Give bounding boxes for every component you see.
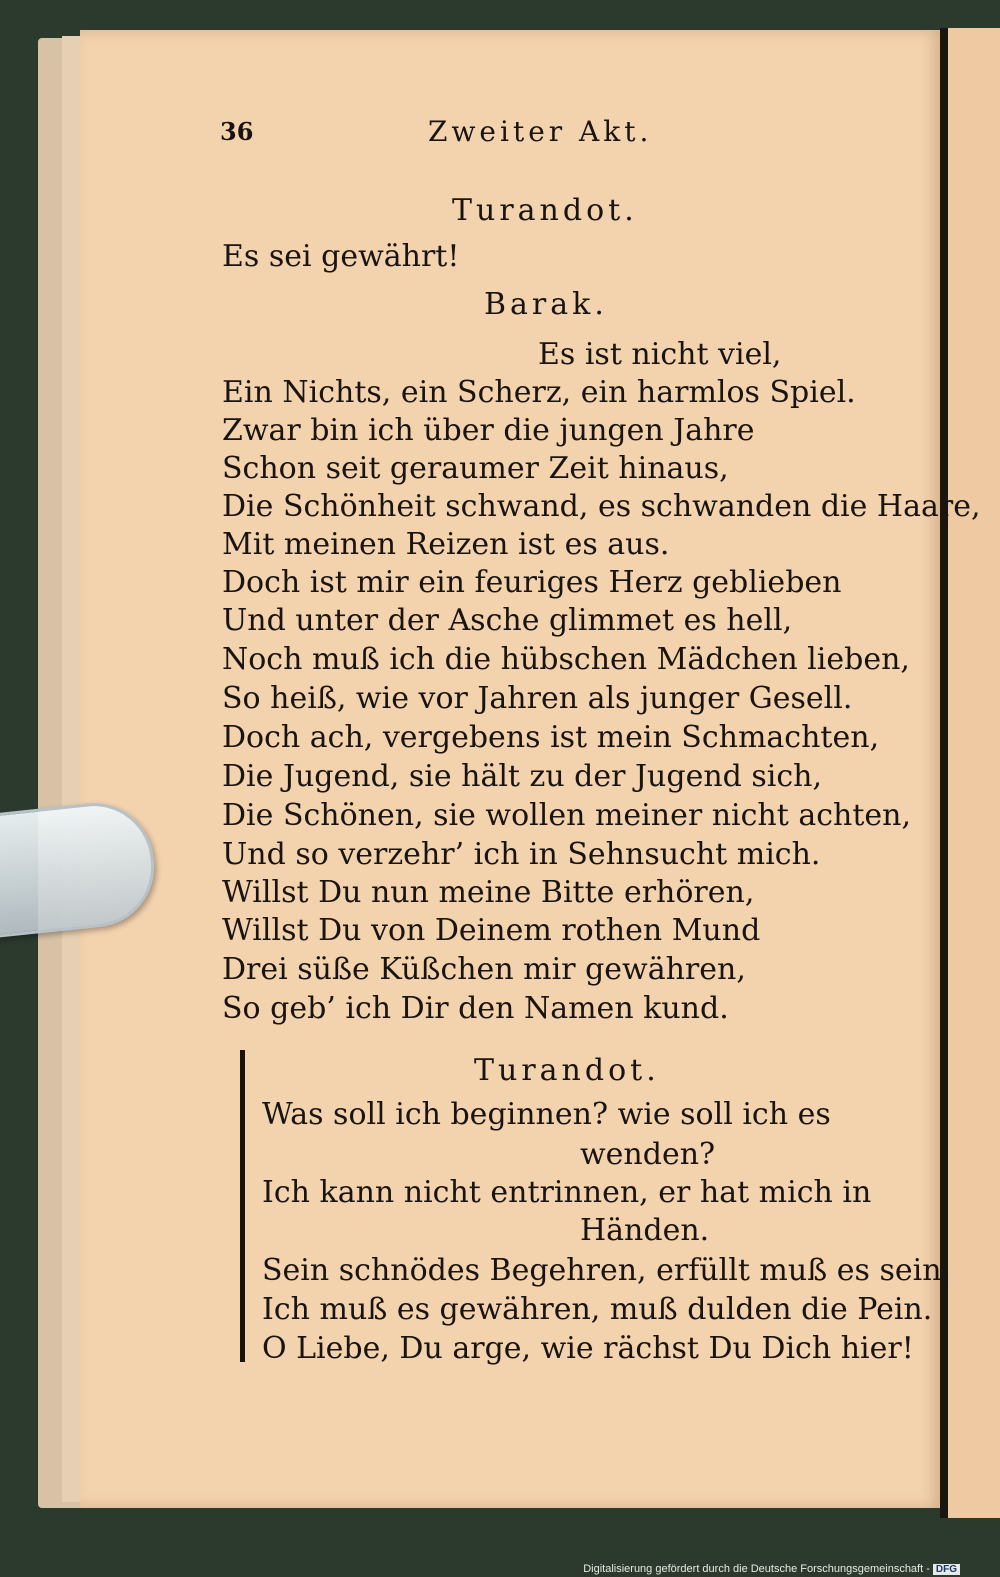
speaker-barak: Barak. xyxy=(484,287,608,322)
dfg-logo: DFG xyxy=(933,1564,960,1575)
verse-line: Ich kann nicht entrinnen, er hat mich in xyxy=(262,1175,872,1210)
verse-line: Die Jugend, sie hält zu der Jugend sich, xyxy=(222,759,823,794)
verse-line: Sein schnödes Begehren, erfüllt muß es sein, xyxy=(262,1253,952,1288)
speaker-turandot-2: Turandot. xyxy=(474,1053,660,1088)
act-title: Zweiter Akt. xyxy=(428,115,653,148)
verse-line: Die Schönen, sie wollen meiner nicht achten, xyxy=(222,798,912,833)
verse-line: Schon seit geraumer Zeit hinaus, xyxy=(222,451,729,486)
page-number: 36 xyxy=(220,117,254,146)
verse-line: Doch ist mir ein feuriges Herz geblieben xyxy=(222,565,842,600)
credit-text: Digitalisierung gefördert durch die Deutsche Forschungsgemeinschaft - xyxy=(583,1563,930,1575)
verse-line: So heiß, wie vor Jahren als junger Gesell. xyxy=(222,681,853,716)
verse-line: Es sei gewährt! xyxy=(222,239,460,274)
verse-line: Noch muß ich die hübschen Mädchen lieben, xyxy=(222,642,910,677)
verse-line: Doch ach, vergebens ist mein Schmachten, xyxy=(222,720,880,755)
verse-line: Die Schönheit schwand, es schwanden die Haare, xyxy=(222,489,981,524)
verse-line: Mit meinen Reizen ist es aus. xyxy=(222,527,670,562)
verse-line: Zwar bin ich über die jungen Jahre xyxy=(222,413,755,448)
page-edge xyxy=(62,36,82,1502)
passage-bracket xyxy=(240,1050,245,1362)
verse-line: Drei süße Küßchen mir gewähren, xyxy=(222,952,746,987)
verse-line: Ich muß es gewähren, muß dulden die Pein. xyxy=(262,1292,933,1327)
verse-line: Willst Du nun meine Bitte erhören, xyxy=(222,875,755,910)
verse-line: Willst Du von Deinem rothen Mund xyxy=(222,913,761,948)
verse-line: Was soll ich beginnen? wie soll ich es xyxy=(262,1097,831,1132)
digitization-credit xyxy=(583,1563,960,1575)
verse-line: Ein Nichts, ein Scherz, ein harmlos Spiel. xyxy=(222,375,856,410)
facing-page xyxy=(948,28,1000,1518)
speaker-turandot-1: Turandot. xyxy=(452,193,638,228)
book-gutter xyxy=(940,28,948,1518)
verse-line: Händen. xyxy=(580,1213,710,1248)
verse-line: Und unter der Asche glimmet es hell, xyxy=(222,603,793,638)
verse-line: Und so verzehr’ ich in Sehnsucht mich. xyxy=(222,837,821,872)
verse-line: wenden? xyxy=(580,1137,716,1172)
verse-line: So geb’ ich Dir den Namen kund. xyxy=(222,991,729,1026)
verse-line: O Liebe, Du arge, wie rächst Du Dich hier! xyxy=(262,1331,914,1366)
verse-line: Es ist nicht viel, xyxy=(538,337,782,372)
